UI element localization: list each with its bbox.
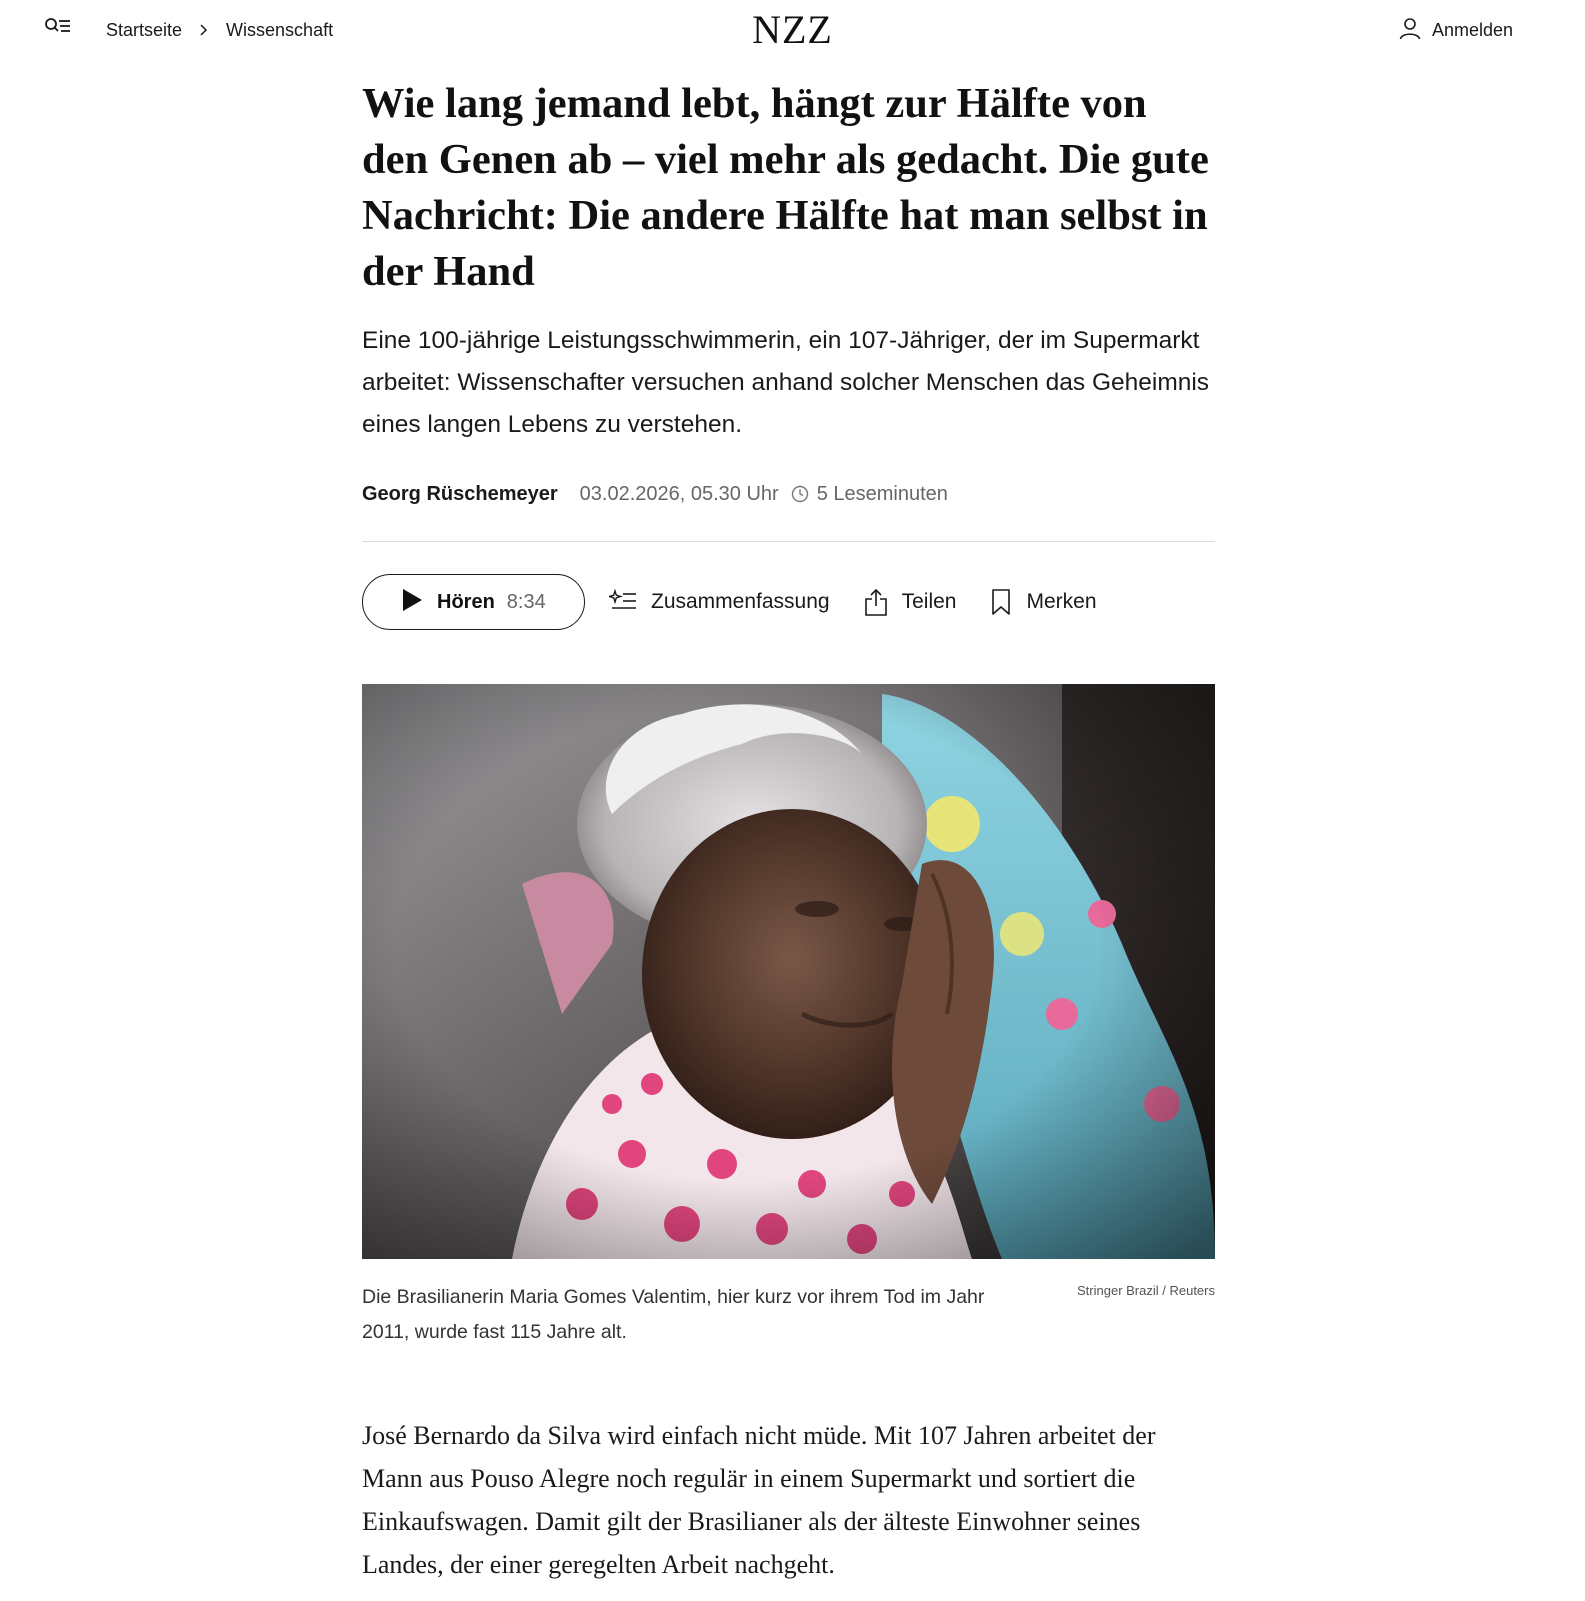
share-icon (864, 588, 888, 616)
play-icon (401, 588, 423, 617)
photo-credit: Stringer Brazil / Reuters (1077, 1283, 1215, 1298)
breadcrumb (106, 18, 333, 42)
article-body-paragraph: José Bernardo da Silva wird einfach nicht müde. Mit 107 Jahren arbeitet der Mann aus Pouso Alegre noch regulär in einem Supermarkt und sortiert die Einkaufswagen. Damit gilt der Brasilianer als der älteste Einwohner seines Landes, der einer geregelten Arbeit nachgeht. (362, 1421, 1156, 1579)
bookmark-button[interactable] (990, 588, 1096, 616)
divider (362, 541, 1215, 542)
login-label: Anmelden (1431, 19, 1513, 40)
author-name[interactable]: Georg Rüschemeyer (362, 482, 558, 505)
user-icon (1398, 16, 1422, 45)
publish-date: 03.02.2026, 05.30 Uhr (579, 482, 779, 505)
menu-search-icon[interactable] (44, 16, 74, 40)
listen-button[interactable] (362, 574, 585, 630)
summary-button[interactable] (609, 589, 830, 615)
lead-photo-illustration (362, 684, 1215, 1259)
clock-icon (791, 485, 809, 503)
listen-duration: 8:34 (506, 590, 546, 613)
save-label: Merken (1026, 590, 1097, 613)
article-headline: Wie lang jemand lebt, hängt zur Hälfte von den Genen ab – viel mehr als gedacht. Die gute Nachricht: Die andere Hälfte hat man selbst in der Hand (362, 80, 1209, 295)
lead-photo (362, 684, 1215, 1259)
site-logo[interactable]: NZZ (752, 7, 833, 52)
share-label: Teilen (901, 590, 957, 613)
sparkle-list-icon (609, 589, 637, 615)
article-lead: Eine 100-jährige Leistungsschwimmerin, ein 107-Jähriger, der im Supermarkt arbeitet: Wissenschafter versuchen anhand solcher Menschen das Geheimnis eines langen Lebens zu verstehen. (362, 327, 1210, 438)
breadcrumb-section[interactable]: Wissenschaft (226, 19, 334, 40)
listen-label: Hören (437, 590, 495, 613)
login-button[interactable] (1398, 16, 1513, 44)
article-meta (362, 478, 1215, 510)
summary-label: Zusammenfassung (651, 590, 830, 613)
article-actions (362, 574, 1215, 630)
share-button[interactable] (864, 588, 957, 616)
photo-caption: Die Brasilianerin Maria Gomes Valentim, hier kurz vor ihrem Tod im Jahr 2011, wurde fast 115 Jahre alt. (362, 1286, 985, 1343)
reading-time: 5 Leseminuten (816, 482, 948, 505)
chevron-right-icon (182, 23, 226, 37)
breadcrumb-home[interactable]: Startseite (106, 19, 183, 40)
top-bar (0, 0, 1585, 60)
bookmark-icon (990, 588, 1012, 616)
